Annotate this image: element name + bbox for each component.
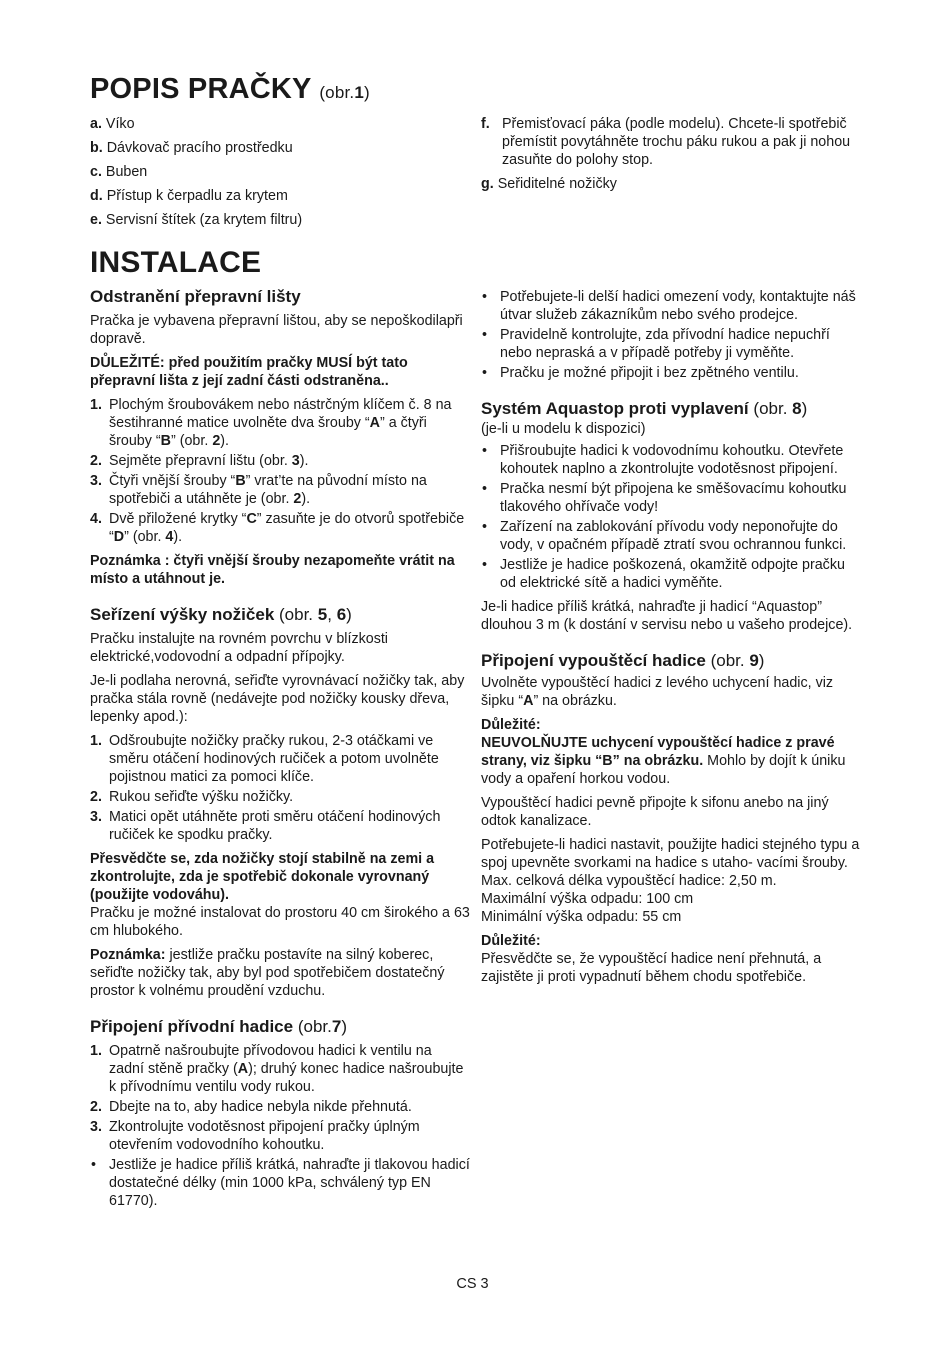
- list-item: • Přišroubujte hadici k vodovodnímu kohoutku. Otevřete kohoutek naplno a zkontrolujte vodotěsnost připojení.: [482, 443, 844, 477]
- feet-check: Přesvědčte se, zda nožičky stojí stabilně na zemi a zkontrolujte, zda je spotřebič dokonale vyrovnaný (použijte vodováhu). Pračku je možné instalovat do prostoru 40 cm širokého a 63 cm hlubokého.: [90, 851, 470, 939]
- right-column: [481, 288, 861, 992]
- section-title-instalace: INSTALACE: [90, 246, 262, 279]
- transport-intro: Pračka je vybavena přepravní lištou, aby se nepoškodilapři dopravě.: [90, 313, 463, 347]
- drain-p1: Uvolněte vypouštěcí hadici z levého uchycení hadic, viz šipku “A” na obrázku.: [481, 675, 834, 709]
- heading-transport: Odstranění přepravní lišty: [90, 287, 301, 306]
- list-item: • Jestliže je hadice poškozená, okamžitě odpojte pračku od elektrické sítě a hadici vyměňte.: [482, 557, 845, 591]
- list-item: 3. Matici opět utáhněte proti směru otáčení hodinových ručiček ke spodku pračky.: [90, 809, 441, 843]
- feet-p2: Je-li podlaha nerovná, seřiďte vyrovnávací nožičky tak, aby pračka stála rovně (nedávejte pod nožičky kousky dřeva, lepenky apod.):: [90, 673, 465, 725]
- list-item: • Pravidelně kontrolujte, zda přívodní hadice nepuchří nebo nepraská a v případě potřeby ji vyměňte.: [482, 327, 830, 361]
- list-item: 1. Opatrně našroubujte přívodovou hadici k ventilu na zadní stěně pračky (A); druhý konec hadice našroubujte k přívodnímu ventilu vody rukou.: [90, 1043, 464, 1095]
- list-item: • Pračku je možné připojit i bez zpětného ventilu.: [482, 365, 799, 381]
- transport-steps: [90, 396, 470, 546]
- drain-important-2: Důležité: Přesvědčte se, že vypouštěcí hadice není přehnutá, a zajistěte ji proti vypadnutí během chodu spotřebiče.: [481, 933, 822, 985]
- aquastop-sub: (je-li u modelu k dispozici): [481, 421, 646, 437]
- section-title-popis: [90, 72, 370, 110]
- part-item: g. Seřiditelné nožičky: [481, 176, 617, 192]
- feet-p1: Pračku instalujte na rovném povrchu v blízkosti elektrické,vodovodní a odpadní přípojky.: [90, 631, 388, 665]
- drain-important: Důležité: NEUVOLŇUJTE uchycení vypouštěcí hadice z pravé strany, viz šipku “B” na obrázku. Mohlo by dojít k úniku vody a opaření horkou vodou.: [481, 717, 846, 787]
- part-item: e. Servisní štítek (za krytem filtru): [90, 212, 303, 228]
- part-item: f. Přemisťovací páka (podle modelu). Chcete-li spotřebič přemístit povytáhněte trochu páku rukou a pak ji nohou zasuňte do polohy stop.: [481, 116, 851, 168]
- drain-p3: Potřebujete-li hadici nastavit, použijte hadici stejného typu a spoj upevněte svorkami na hadice s utaho- vacími šrouby.: [481, 837, 860, 871]
- list-item: 4. Dvě přiložené krytky “C” zasuňte je do otvorů spotřebiče “D” (obr. 4).: [90, 511, 465, 545]
- inlet-steps: [90, 1042, 470, 1210]
- transport-note: Poznámka : čtyři vnější šrouby nezapomeňte vrátit na místo a utáhnout je.: [90, 553, 455, 587]
- heading-drain: Připojení vypouštěcí hadice (obr. 9): [481, 651, 765, 670]
- heading-aquastop: Systém Aquastop proti vyplavení (obr. 8): [481, 399, 808, 418]
- title-ref: (obr.1): [319, 83, 370, 102]
- list-item: • Jestliže je hadice příliš krátká, nahraďte ji tlakovou hadicí dostatečné délky (min 1000 kPa, schválený typ EN 61770).: [91, 1157, 470, 1209]
- list-item: 2. Dbejte na to, aby hadice nebyla nikde přehnutá.: [90, 1099, 412, 1115]
- feet-note: Poznámka: jestliže pračku postavíte na silný koberec, seřiďte nožičky tak, aby byl pod spotřebičem dostatečný prostor k volnému proudění vzduchu.: [90, 947, 445, 999]
- inlet-bullets-continued: [481, 288, 861, 382]
- page-number: CS 3: [456, 1276, 489, 1292]
- transport-important: DŮLEŽITÉ: před použitím pračky MUSÍ být tato přepravní lišta z její zadní části odstraněna..: [90, 355, 408, 389]
- parts-list-left: [90, 115, 470, 235]
- parts-list-right: [481, 115, 861, 199]
- list-item: • Zařízení na zablokování přívodu vody neponořujte do vody, v opačném případě ztratí svou ochrannou funkci.: [482, 519, 847, 553]
- drain-specs: Max. celková délka vypouštěcí hadice: 2,50 m. Maximální výška odpadu: 100 cm Minimální výška odpadu: 55 cm: [481, 873, 777, 925]
- list-item: 1. Odšroubujte nožičky pračky rukou, 2-3 otáčkami ve směru otáčení hodinových ručiček a potom uvolněte pojistnou matici za pomoci klíče.: [90, 733, 439, 785]
- part-item: b. Dávkovač pracího prostředku: [90, 140, 293, 156]
- heading-inlet: Připojení přívodní hadice (obr.7): [90, 1017, 347, 1036]
- aquastop-bullets: [481, 442, 861, 592]
- list-item: 1. Plochým šroubovákem nebo nástrčným klíčem č. 8 na šestihranné matice uvolněte dva šrouby “A” a čtyři šrouby “B” (obr. 2).: [90, 397, 452, 449]
- list-item: • Potřebujete-li delší hadici omezení vody, kontaktujte náš útvar služeb zákazníkům nebo svého prodejce.: [482, 289, 856, 323]
- part-item: c. Buben: [90, 164, 148, 180]
- list-item: 2. Rukou seřiďte výšku nožičky.: [90, 789, 294, 805]
- list-item: 3. Zkontrolujte vodotěsnost připojení pračky úplným otevřením vodovodního kohoutku.: [90, 1119, 420, 1153]
- list-item: 3. Čtyři vnější šrouby “B” vrat’te na původní místo na spotřebiči a utáhněte je (obr. 2).: [90, 473, 427, 507]
- left-column: [90, 286, 470, 1216]
- list-item: • Pračka nesmí být připojena ke směšovacímu kohoutku tlakového ohřívače vody!: [482, 481, 847, 515]
- heading-feet: Seřízení výšky nožiček (obr. 5, 6): [90, 605, 352, 624]
- feet-steps: [90, 732, 470, 844]
- list-item: 2. Sejměte přepravní lištu (obr. 3).: [90, 453, 309, 469]
- part-item: d. Přístup k čerpadlu za krytem: [90, 188, 288, 204]
- aquastop-p: Je-li hadice příliš krátká, nahraďte ji hadicí “Aquastop” dlouhou 3 m (k dostání v servisu nebo u vašeho prodejce).: [481, 599, 853, 633]
- drain-p2: Vypouštěcí hadici pevně připojte k sifonu anebo na jiný odtok kanalizace.: [481, 795, 829, 829]
- part-item: a. Víko: [90, 116, 135, 132]
- title-text: POPIS PRAČKY: [90, 73, 312, 105]
